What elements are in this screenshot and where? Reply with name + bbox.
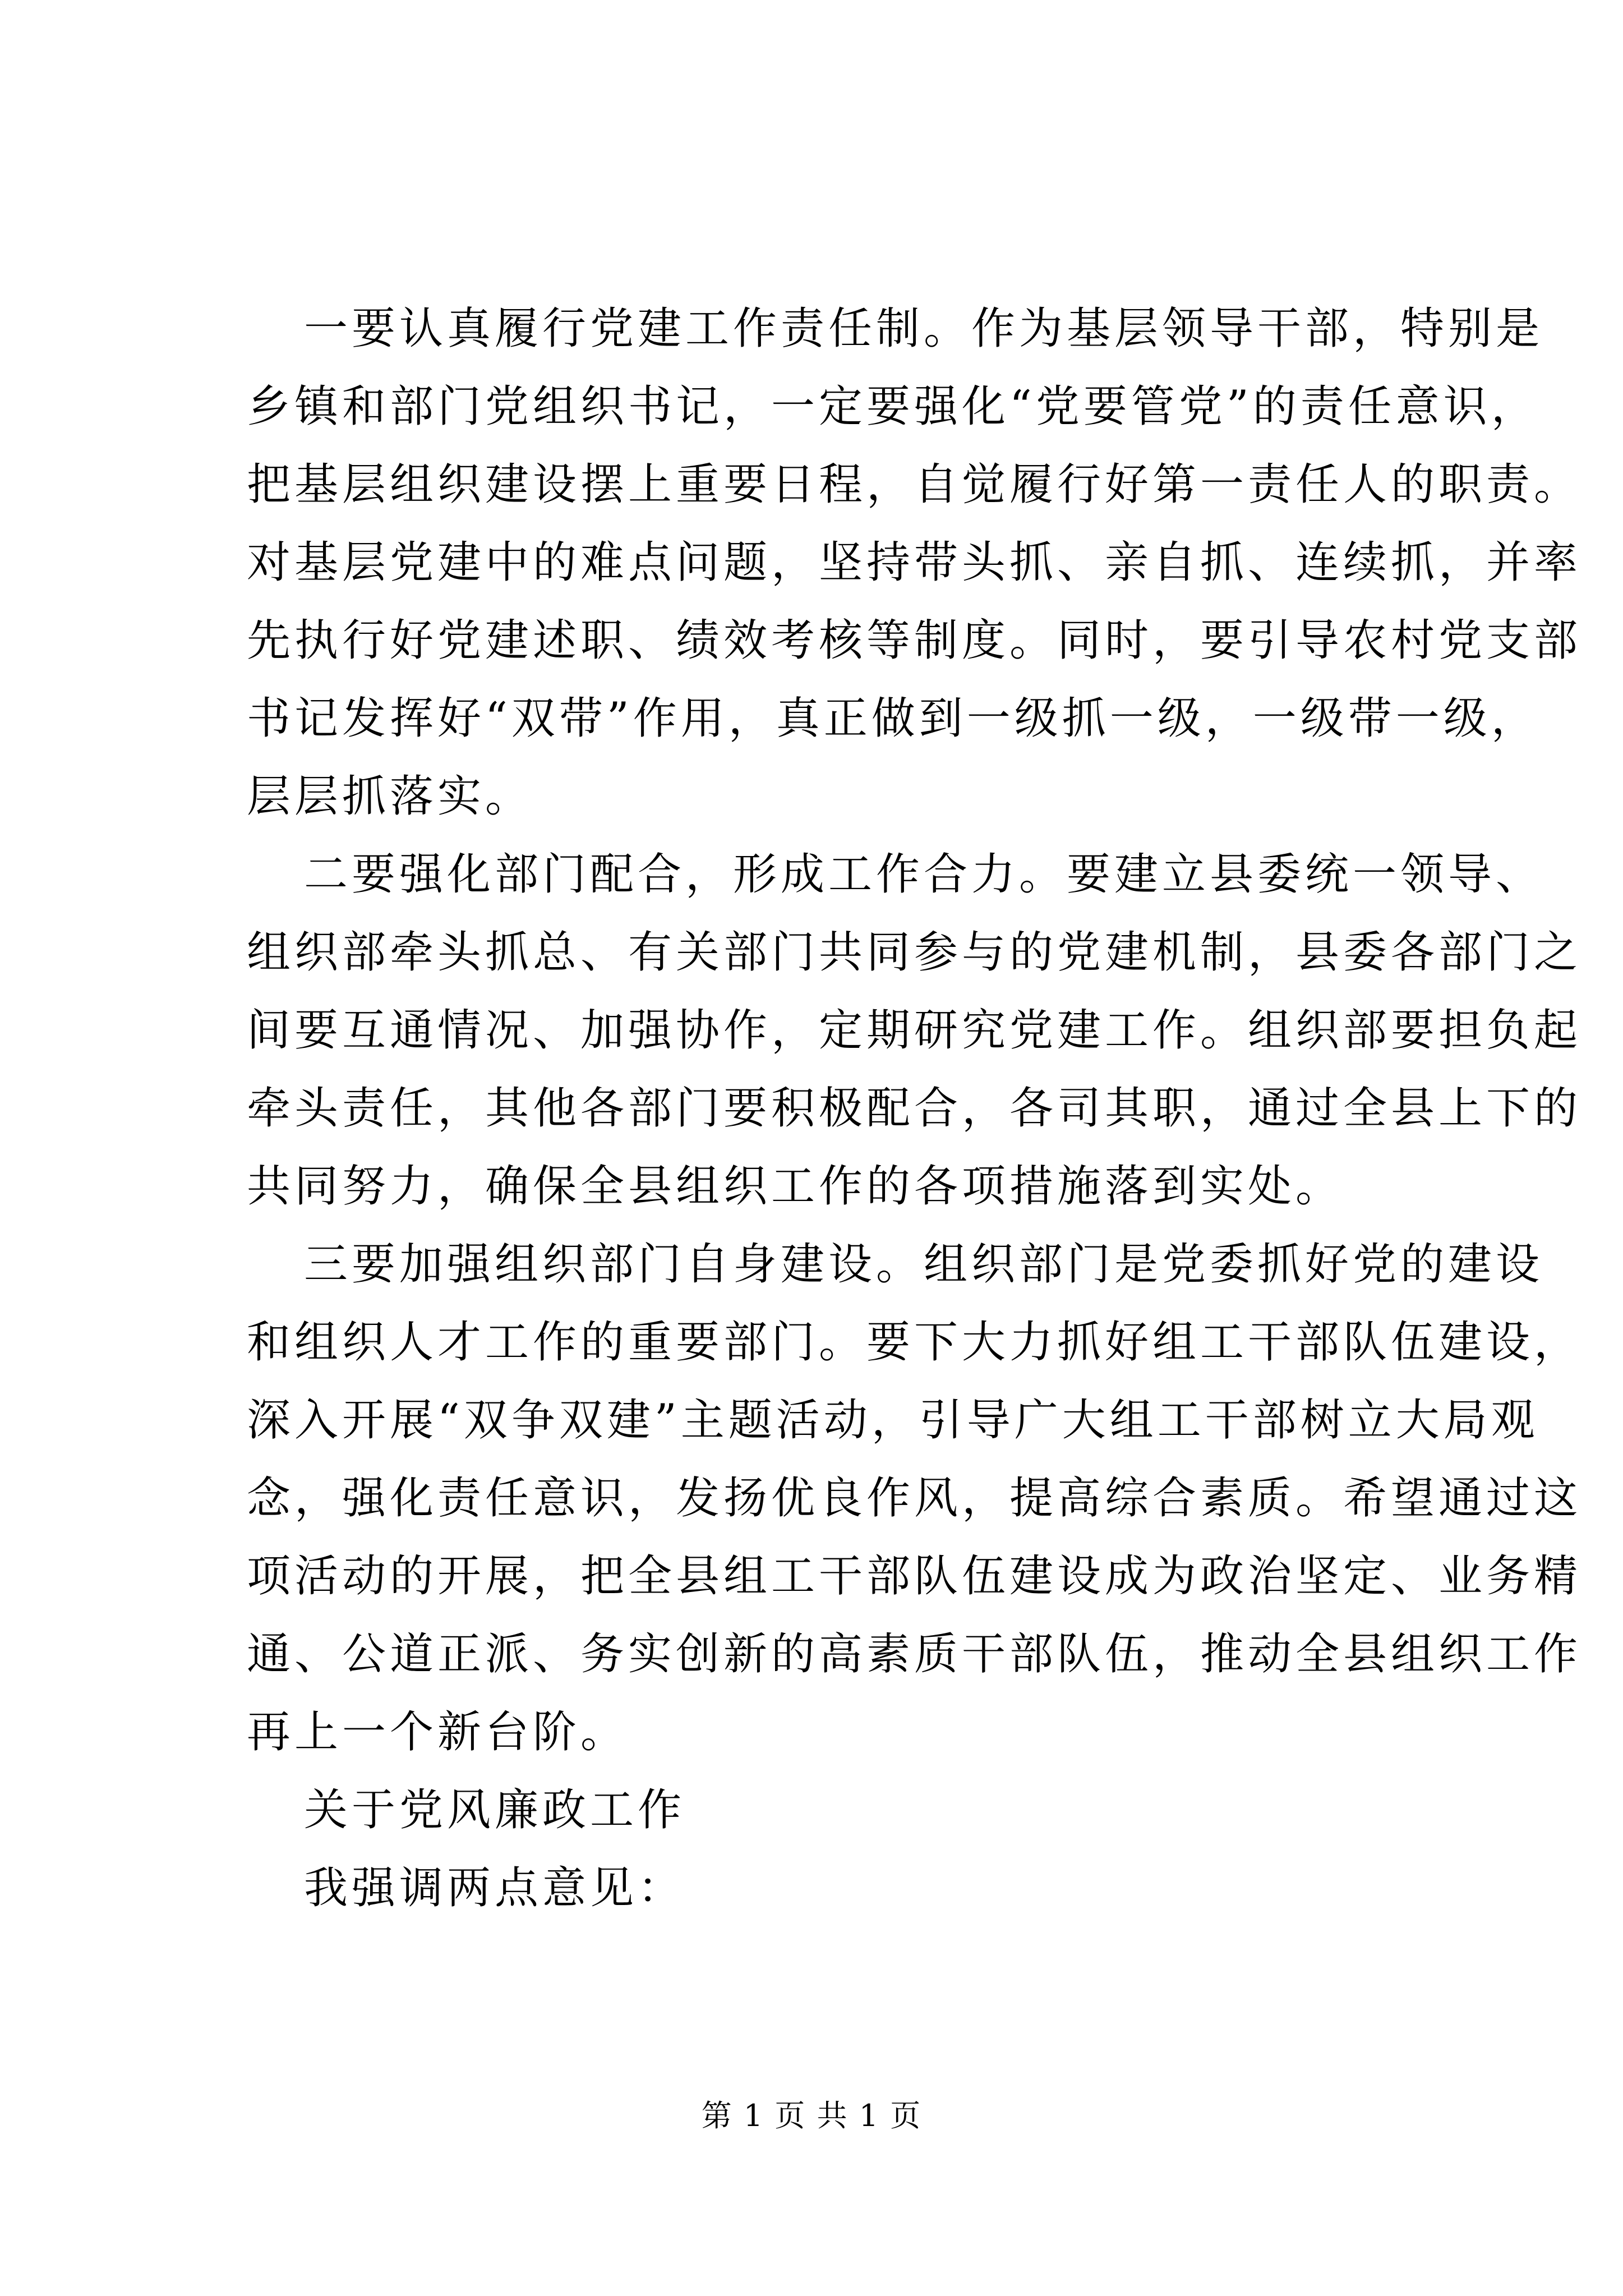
paragraph-1-line-2: 乡镇和部门党组织书记，一定要强化“党要管党”的责任意识， [247, 381, 1539, 432]
paragraph-1-line-5: 先执行好党建述职、绩效考核等制度。同时，要引导农村党支部 [247, 615, 1582, 666]
paragraph-3-line-2: 和组织人才工作的重要部门。要下大力抓好组工干部队伍建设， [247, 1317, 1582, 1368]
page-footer: 第 1 页 共 1 页 [701, 2098, 922, 2133]
paragraph-1-line-4: 对基层党建中的难点问题，坚持带头抓、亲自抓、连续抓，并率 [247, 537, 1582, 588]
paragraph-1-line-3: 把基层组织建设摆上重要日程，自觉履行好第一责任人的职责。 [247, 459, 1582, 510]
paragraph-2-line-2: 组织部牵头抓总、有关部门共同参与的党建机制，县委各部门之 [247, 927, 1582, 978]
paragraph-1-line-7: 层层抓落实。 [247, 771, 533, 822]
paragraph-2-line-3: 间要互通情况、加强协作，定期研究党建工作。组织部要担负起 [247, 1005, 1582, 1056]
paragraph-1-line-6: 书记发挥好“双带”作用，真正做到一级抓一级，一级带一级， [247, 693, 1539, 744]
paragraph-2-line-4: 牵头责任，其他各部门要积极配合，各司其职，通过全县上下的 [247, 1083, 1582, 1134]
paragraph-2-line-1: 二要强化部门配合，形成工作合力。要建立县委统一领导、 [304, 849, 1544, 900]
paragraph-3-line-1: 三要加强组织部门自身建设。组织部门是党委抓好党的建设 [304, 1239, 1544, 1290]
section-heading: 关于党风廉政工作 [304, 1785, 686, 1835]
paragraph-3-line-3: 深入开展“双争双建”主题活动，引导广大组工干部树立大局观 [247, 1395, 1539, 1446]
paragraph-4-line-1: 我强调两点意见： [304, 1863, 686, 1913]
paragraph-3-line-6: 通、公道正派、务实创新的高素质干部队伍，推动全县组织工作 [247, 1629, 1582, 1680]
paragraph-3-line-4: 念，强化责任意识，发扬优良作风，提高综合素质。希望通过这 [247, 1473, 1582, 1524]
paragraph-1-line-1: 一要认真履行党建工作责任制。作为基层领导干部，特别是 [304, 303, 1544, 354]
paragraph-3-line-5: 项活动的开展，把全县组工干部队伍建设成为政治坚定、业务精 [247, 1551, 1582, 1602]
paragraph-2-line-5: 共同努力，确保全县组织工作的各项措施落到实处。 [247, 1161, 1344, 1212]
paragraph-3-line-7: 再上一个新台阶。 [247, 1707, 629, 1757]
